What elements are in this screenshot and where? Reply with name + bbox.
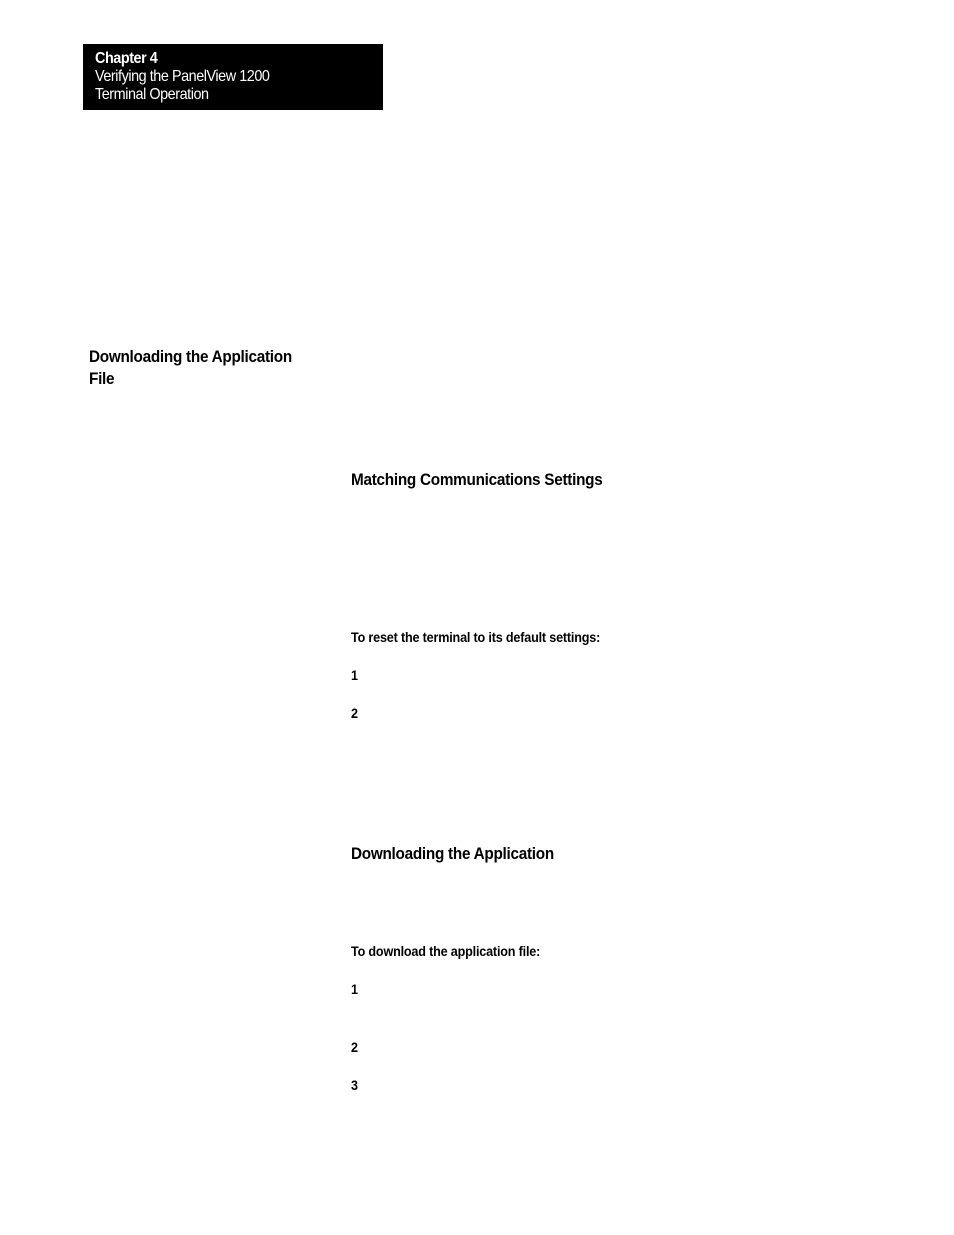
chapter-title-line-2: Terminal Operation [95,86,209,103]
download-step-number-2: 2 [351,1039,359,1055]
download-step-number-1: 1 [351,981,359,997]
chapter-number: Chapter 4 [95,50,158,67]
reset-step-number-2: 2 [351,705,359,721]
matching-settings-heading: Matching Communications Settings [351,470,603,489]
reset-procedure-intro: To reset the terminal to its default settings: [351,629,601,645]
downloading-heading: Downloading the Application [351,844,554,863]
download-step-number-3: 3 [351,1077,359,1093]
download-procedure-intro: To download the application file: [351,943,541,959]
section-heading-line-1: Downloading the Application [89,347,292,366]
chapter-header-box [83,44,383,110]
section-heading-line-2: File [89,369,115,388]
chapter-title-line-1: Verifying the PanelView 1200 [95,68,270,85]
section-heading [89,346,305,390]
reset-step-number-1: 1 [351,667,359,683]
